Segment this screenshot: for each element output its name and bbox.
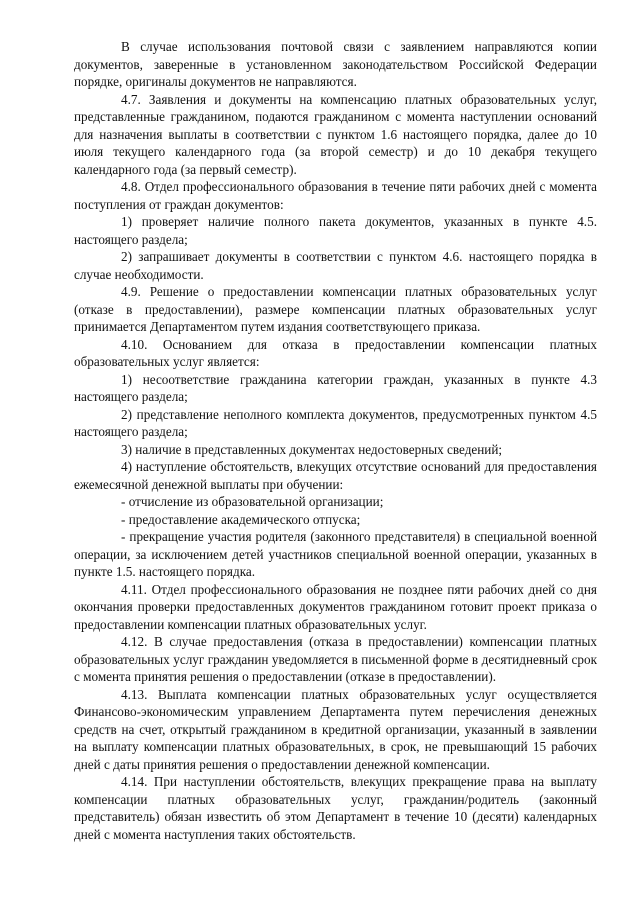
paragraph-4-10-item-3: 3) наличие в представленных документах недостоверных сведений;	[121, 441, 503, 457]
paragraph-4-11: 4.11. Отдел профессионального образования не позднее пяти рабочих дней со дня окончания проверки предоставленных документов гражданином готовит проект приказа о предоставлении компенсации платных образовательных услуг.	[74, 581, 597, 632]
paragraph-dash-svo-end: - прекращение участия родителя (законного представителя) в специальной военной операции, за исключением детей участников специальной военной операции, указанных в пункте 1.5. настоящего порядка.	[74, 529, 597, 579]
document-page	[74, 38, 597, 843]
paragraph-4-8-item-2: 2) запрашивает документы в соответствии с пунктом 4.6. настоящего порядка в случае необходимости.	[74, 249, 597, 282]
paragraph-4-8-item-1: 1) проверяет наличие полного пакета документов, указанных в пункте 4.5. настоящего раздела;	[74, 214, 597, 247]
paragraph-4-10-item-2: 2) представление неполного комплекта документов, предусмотренных пунктом 4.5 настоящего раздела;	[74, 406, 597, 439]
paragraph-4-12: 4.12. В случае предоставления (отказа в предоставлении) компенсации платных образовательных услуг гражданин уведомляется в письменной форме в десятидневный срок с момента принятия решения о предоставлении (отказе в предоставлении).	[74, 634, 597, 684]
paragraph-4-9: 4.9. Решение о предоставлении компенсации платных образовательных услуг (отказе в предоставлении), размере компенсации платных образовательных услуг принимается Департаментом путем издания соответствующего приказа.	[74, 284, 597, 334]
paragraph-dash-expulsion: - отчисление из образовательной организации;	[121, 494, 384, 509]
paragraph-4-7: 4.7. Заявления и документы на компенсацию платных образовательных услуг, представленные гражданином, подаются гражданином с момента наступлении оснований для назначения выплаты в соответствии с пунктом 1.6 настоящего порядка, далее до 10 июля текущего календарного года (за второй семестр) и до 10 декабря текущего календарного года (за первый семестр).	[74, 91, 597, 177]
paragraph-4-10-item-4: 4) наступление обстоятельств, влекущих отсутствие оснований для предоставления ежемесячной денежной выплаты при обучении:	[74, 459, 597, 492]
paragraph-dash-academic-leave: - предоставление академического отпуска;	[121, 511, 361, 527]
paragraph-4-10-item-1: 1) несоответствие гражданина категории граждан, указанных в пункте 4.3 настоящего раздела;	[74, 371, 597, 404]
paragraph-4-8: 4.8. Отдел профессионального образования в течение пяти рабочих дней с момента поступления от граждан документов:	[74, 179, 597, 212]
paragraph-4-14: 4.14. При наступлении обстоятельств, влекущих прекращение права на выплату компенсации платных образовательных услуг, гражданин/родитель (законный представитель) обязан известить об этом Департамент в течение 10 (десяти) календарных дней с момента наступления таких обстоятельств.	[74, 774, 597, 842]
paragraph-mail-copies: В случае использования почтовой связи с заявлением направляются копии документов, заверенные в установленном законодательством Российской Федерации порядке, оригиналы документов не направляются.	[74, 39, 597, 89]
paragraph-4-13: 4.13. Выплата компенсации платных образовательных услуг осуществляется Финансово-экономическим управлением Департамента путем перечисления денежных средств на счет, открытый гражданином в кредитной организации, указанный в заявлении на выплату компенсации платных образовательных, в срок, не превышающий 15 рабочих дней с даты принятия решения о предоставлении денежной компенсации.	[74, 686, 597, 772]
paragraph-4-10: 4.10. Основанием для отказа в предоставлении компенсации платных образовательных услуг является:	[74, 336, 597, 369]
